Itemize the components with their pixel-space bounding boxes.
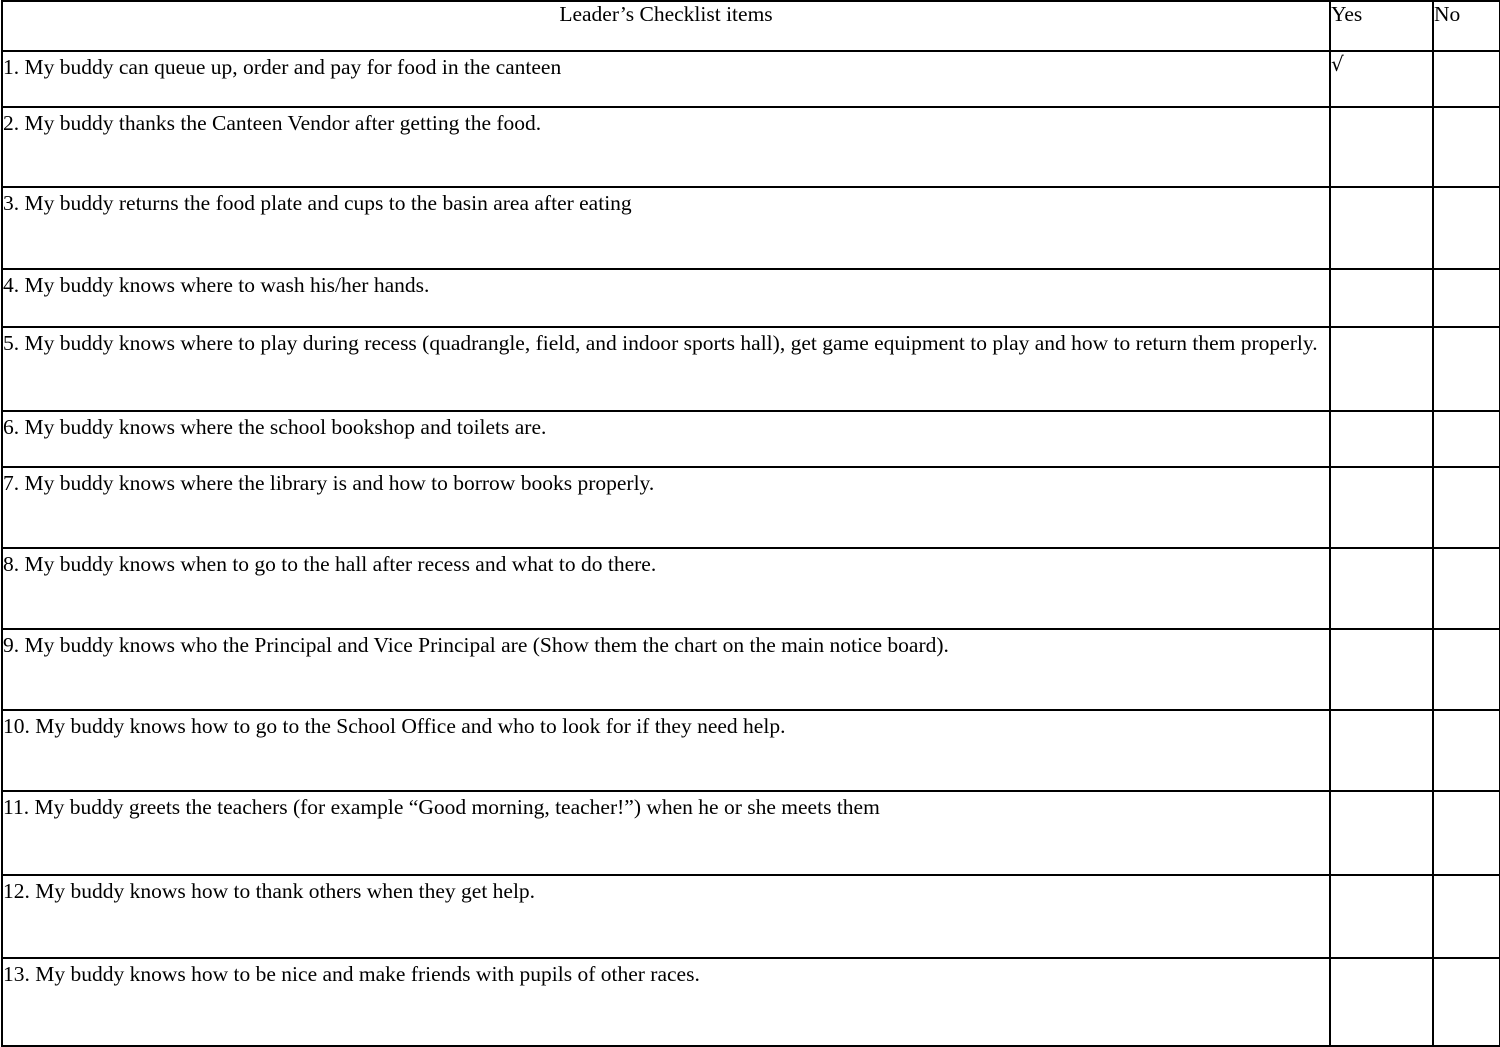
- checklist-item-text: 1. My buddy can queue up, order and pay for food in the canteen: [2, 51, 1330, 107]
- no-cell[interactable]: [1433, 327, 1500, 411]
- yes-cell[interactable]: [1330, 875, 1433, 958]
- table-row: [2, 958, 1500, 1046]
- yes-cell[interactable]: [1330, 187, 1433, 269]
- yes-cell[interactable]: [1330, 467, 1433, 548]
- yes-cell[interactable]: [1330, 327, 1433, 411]
- checklist-item-text: 8. My buddy knows when to go to the hall after recess and what to do there.: [2, 548, 1330, 629]
- checklist-item-text: 12. My buddy knows how to thank others when they get help.: [2, 875, 1330, 958]
- yes-cell[interactable]: [1330, 411, 1433, 467]
- no-cell[interactable]: [1433, 411, 1500, 467]
- checklist-item-text: 9. My buddy knows who the Principal and Vice Principal are (Show them the chart on the main notice board).: [2, 629, 1330, 710]
- no-cell[interactable]: [1433, 548, 1500, 629]
- no-cell[interactable]: [1433, 629, 1500, 710]
- yes-cell[interactable]: [1330, 269, 1433, 327]
- table-row: [2, 411, 1500, 467]
- yes-cell[interactable]: [1330, 629, 1433, 710]
- header-yes: Yes: [1330, 1, 1433, 51]
- check-mark-icon: √: [1331, 52, 1344, 76]
- yes-cell[interactable]: [1330, 791, 1433, 875]
- checklist-item-text: 10. My buddy knows how to go to the School Office and who to look for if they need help.: [2, 710, 1330, 791]
- table-row: [2, 629, 1500, 710]
- table-row: [2, 327, 1500, 411]
- leader-checklist-table: [1, 0, 1500, 1047]
- no-cell[interactable]: [1433, 107, 1500, 187]
- no-cell[interactable]: [1433, 710, 1500, 791]
- checklist-item-text: 5. My buddy knows where to play during recess (quadrangle, field, and indoor sports hall), get game equipment to play and how to return them properly.: [2, 327, 1330, 411]
- checklist-item-text: 6. My buddy knows where the school bookshop and toilets are.: [2, 411, 1330, 467]
- no-cell[interactable]: [1433, 269, 1500, 327]
- checklist-item-text: 2. My buddy thanks the Canteen Vendor after getting the food.: [2, 107, 1330, 187]
- table-row: [2, 467, 1500, 548]
- checklist-item-text: 3. My buddy returns the food plate and cups to the basin area after eating: [2, 187, 1330, 269]
- header-row: [2, 1, 1500, 51]
- no-cell[interactable]: [1433, 958, 1500, 1046]
- no-cell[interactable]: [1433, 51, 1500, 107]
- table-row: [2, 107, 1500, 187]
- header-checklist-items: Leader’s Checklist items: [2, 1, 1330, 51]
- table-row: [2, 548, 1500, 629]
- no-cell[interactable]: [1433, 467, 1500, 548]
- yes-cell[interactable]: [1330, 51, 1433, 107]
- no-cell[interactable]: [1433, 187, 1500, 269]
- checklist-item-text: 11. My buddy greets the teachers (for example “Good morning, teacher!”) when he or she meets them: [2, 791, 1330, 875]
- checklist-item-text: 4. My buddy knows where to wash his/her hands.: [2, 269, 1330, 327]
- table-row: [2, 875, 1500, 958]
- header-no: No: [1433, 1, 1500, 51]
- table-row: [2, 187, 1500, 269]
- table-row: [2, 51, 1500, 107]
- checklist-item-text: 13. My buddy knows how to be nice and make friends with pupils of other races.: [2, 958, 1330, 1046]
- no-cell[interactable]: [1433, 791, 1500, 875]
- yes-cell[interactable]: [1330, 548, 1433, 629]
- yes-cell[interactable]: [1330, 107, 1433, 187]
- table-row: [2, 791, 1500, 875]
- table-row: [2, 269, 1500, 327]
- table-row: [2, 710, 1500, 791]
- yes-cell[interactable]: [1330, 710, 1433, 791]
- checklist-item-text: 7. My buddy knows where the library is and how to borrow books properly.: [2, 467, 1330, 548]
- no-cell[interactable]: [1433, 875, 1500, 958]
- yes-cell[interactable]: [1330, 958, 1433, 1046]
